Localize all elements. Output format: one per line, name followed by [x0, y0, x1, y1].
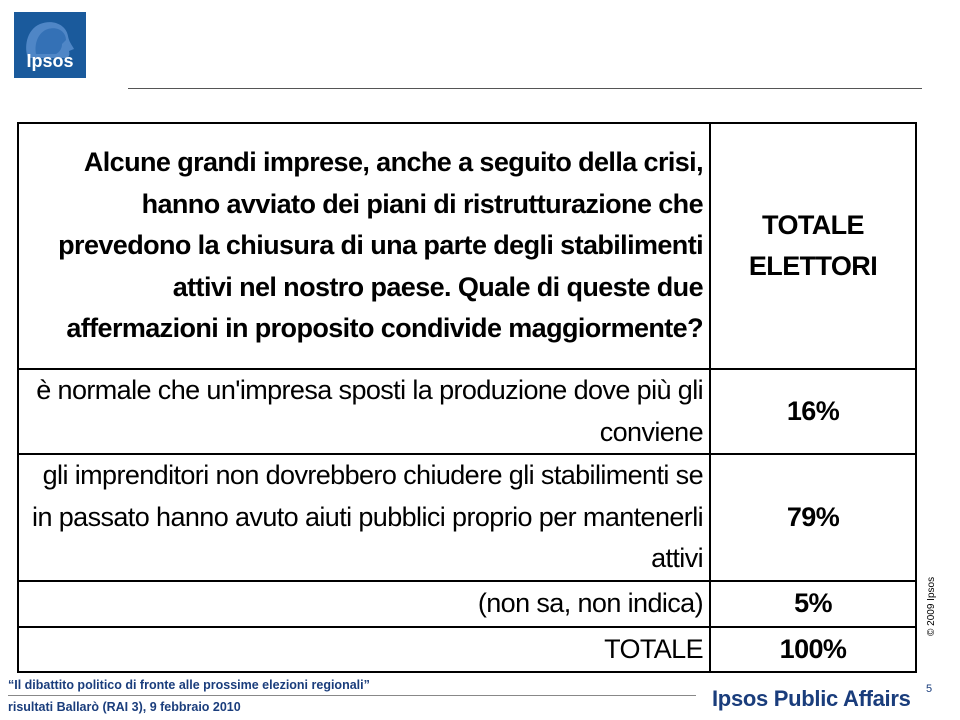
- copyright-notice: © 2009 Ipsos: [926, 576, 937, 636]
- page-number: 5: [926, 683, 933, 695]
- table-row: [18, 369, 916, 454]
- question-cell: Alcune grandi imprese, anche a seguito della crisi, hanno avviato dei piani di ristrutturazione che prevedono la chiusura di una parte degli stabilimenti attivi nel nostro paese. Quale di queste due affermazioni in proposito condivide maggiormente?: [18, 123, 710, 369]
- column-header: TOTALE ELETTORI: [710, 123, 916, 369]
- footer-title: “Il dibattito politico di fronte alle prossime elezioni regionali”: [8, 678, 370, 692]
- brand-name: Ipsos Public Affairs: [712, 686, 911, 711]
- row-label: (non sa, non indica): [18, 581, 710, 627]
- row-value: 79%: [710, 454, 916, 581]
- table-row: [18, 581, 916, 627]
- row-label: gli imprenditori non dovrebbero chiudere gli stabilimenti se in passato hanno avuto aiuti pubblici proprio per mantenerli attivi: [18, 454, 710, 581]
- footer-subtitle: risultati Ballarò (RAI 3), 9 febbraio 2010: [8, 700, 241, 714]
- header-divider: [128, 88, 922, 89]
- table-row: [18, 454, 916, 581]
- survey-table: [17, 122, 917, 673]
- total-value: 100%: [710, 627, 916, 673]
- total-label: TOTALE: [18, 627, 710, 673]
- table-total-row: [18, 627, 916, 673]
- row-value: 5%: [710, 581, 916, 627]
- table-header-row: [18, 123, 916, 369]
- row-value: 16%: [710, 369, 916, 454]
- footer-divider: [8, 695, 696, 696]
- ipsos-logo: [14, 12, 86, 78]
- logo-text: Ipsos: [26, 51, 74, 71]
- row-label: è normale che un'impresa sposti la produzione dove più gli conviene: [18, 369, 710, 454]
